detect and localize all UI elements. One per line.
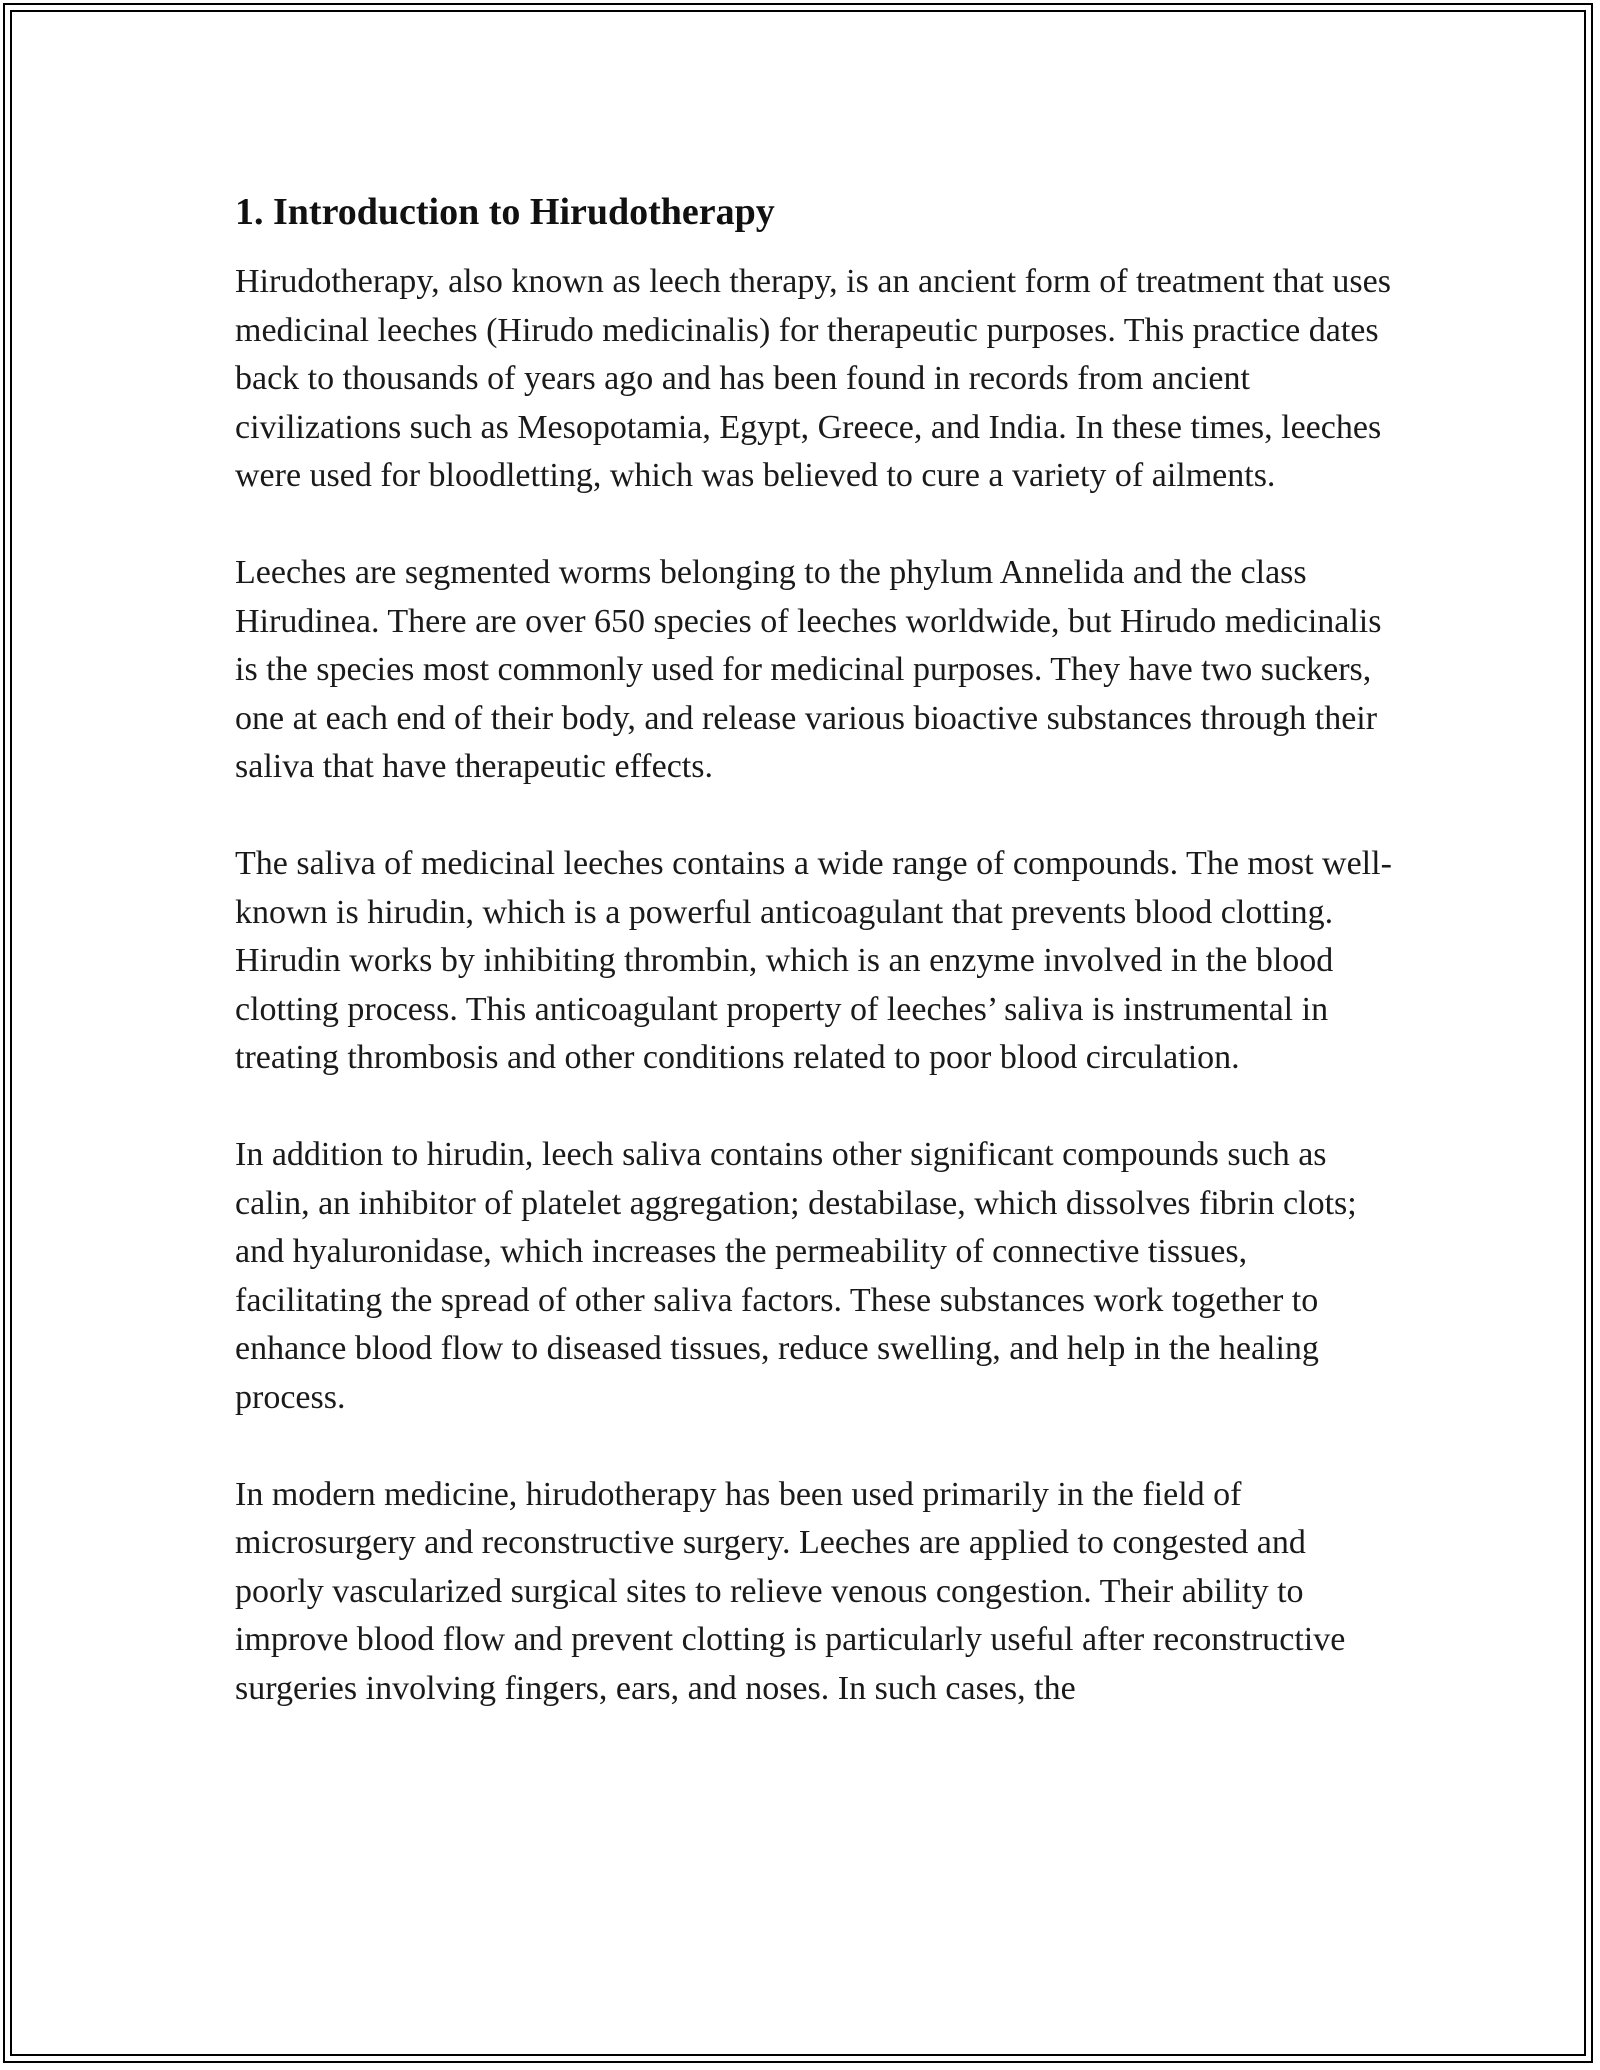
paragraph-modern-medicine: In modern medicine, hirudotherapy has been used primarily in the field of microsurgery and reconstructive surgery. Leeches are applied to congested and poorly vascularized surgical sites to relieve venous congestion. Their ability to improve blood flow and prevent clotting is particularly useful after reconstructive surgeries involving fingers, ears, and noses. In such cases, the bbox=[235, 1475, 1346, 1707]
paragraph-biology: Leeches are segmented worms belonging to the phylum Annelida and the class Hirudinea. There are over 650 species of leeches worldwide, but Hirudo medicinalis is the species most commonly used for medicinal purposes. They have two suckers, one at each end of their body, and release various bioactive substances through their saliva that have therapeutic effects. bbox=[235, 554, 1382, 785]
section-heading: 1. Introduction to Hirudotherapy bbox=[235, 191, 775, 233]
paragraph-hirudin: The saliva of medicinal leeches contains a wide range of compounds. The most well-known is hirudin, which is a powerful anticoagulant that prevents blood clotting. Hirudin works by inhibiting thrombin, which is an enzyme involved in the blood clotting process. This anticoagulant property of leeches’ saliva is instrumental in treating thrombosis and other conditions related to poor blood circulation. bbox=[235, 845, 1392, 1076]
document-body bbox=[235, 186, 1395, 1713]
paragraph-other-compounds: In addition to hirudin, leech saliva contains other significant compounds such as calin, an inhibitor of platelet aggregation; destabilase, which dissolves fibrin clots; and hyaluronidase, which increases the permeability of connective tissues, facilitating the spread of other saliva factors. These substances work together to enhance blood flow to diseased tissues, reduce swelling, and help in the healing process. bbox=[235, 1136, 1357, 1416]
paragraph-history: Hirudotherapy, also known as leech therapy, is an ancient form of treatment that uses medicinal leeches (Hirudo medicinalis) for therapeutic purposes. This practice dates back to thousands of years ago and has been found in records from ancient civilizations such as Mesopotamia, Egypt, Greece, and India. In these times, leeches were used for bloodletting, which was believed to cure a variety of ailments. bbox=[235, 263, 1391, 494]
